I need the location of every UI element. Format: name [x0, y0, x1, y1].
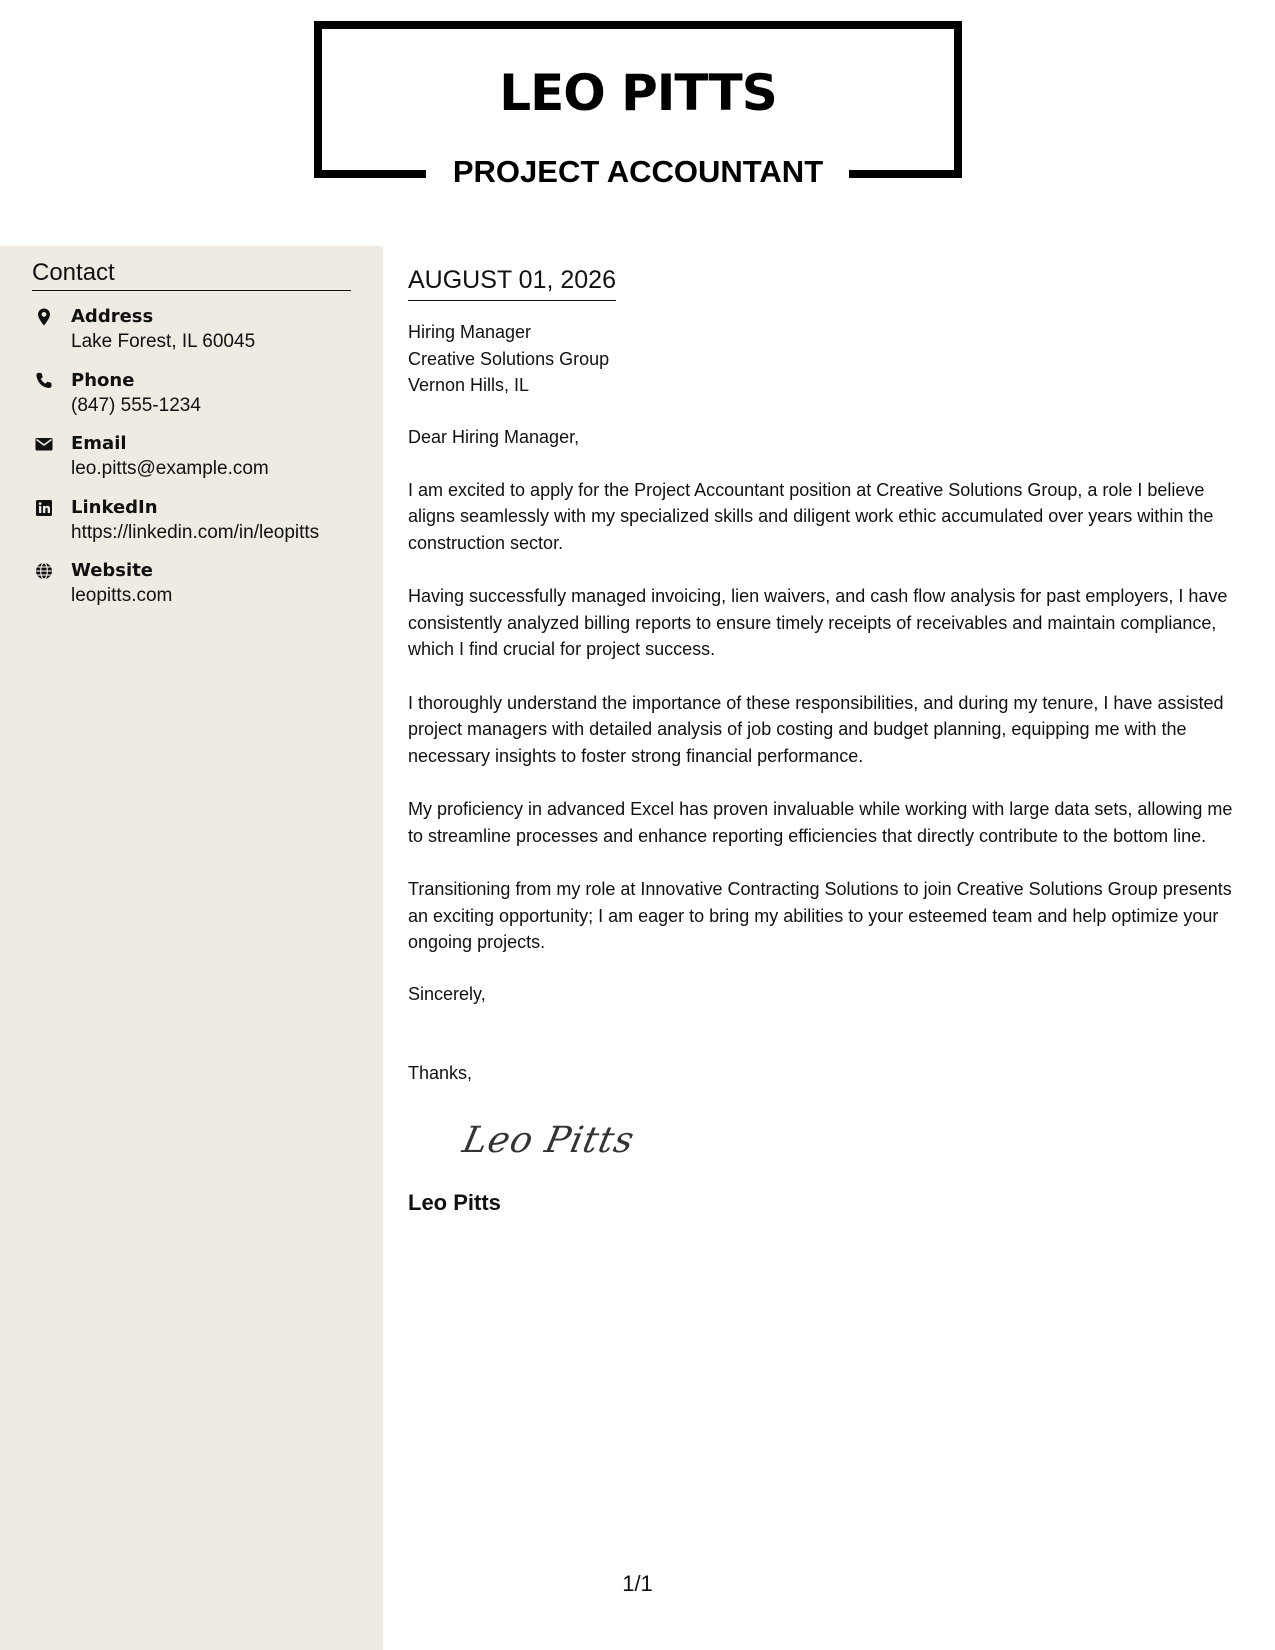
recipient-line: Hiring Manager [408, 322, 532, 342]
salutation: Dear Hiring Manager, [408, 426, 580, 447]
closing: Sincerely, [408, 983, 486, 1004]
letter-paragraph: My proficiency in advanced Excel has proven invaluable while working with large data sets, allowing me to streamline processes and enhance reporting efficiencies that directly contribute to the bottom line. [408, 799, 1233, 846]
contact-label-email: Email [71, 433, 127, 454]
contact-value-address: Lake Forest, IL 60045 [71, 331, 256, 352]
contact-label-website: Website [71, 560, 154, 581]
contact-value-email: leo.pitts@example.com [71, 458, 269, 479]
recipient-block [408, 319, 1246, 399]
linkedin-icon [34, 498, 54, 518]
contact-sidebar [0, 246, 383, 1650]
signer-name: Leo Pitts [408, 1189, 501, 1215]
contact-item-website [32, 558, 377, 622]
letter-paragraph: Transitioning from my role at Innovative Contracting Solutions to join Creative Solutions Group presents an exciting opportunity; I am eager to bring my abilities to your esteemed team and help optimize your ongoing projects. [408, 879, 1232, 952]
recipient-line: Vernon Hills, IL [408, 375, 530, 395]
contact-item-email [32, 431, 377, 495]
contact-label-phone: Phone [71, 369, 135, 391]
contact-label-linkedin: LinkedIn [71, 496, 158, 518]
contact-item-linkedin [32, 495, 377, 559]
letter-paragraph: Having successfully managed invoicing, lien waivers, and cash flow analysis for past employers, I have consistently analyzed billing reports to ensure timely receipts of receivables and maintain compliance, which I find crucial for project success. [408, 586, 1228, 659]
globe-icon [34, 561, 54, 581]
letter-date: AUGUST 01, 2026 [408, 262, 616, 301]
phone-icon [34, 371, 54, 391]
contact-item-phone [32, 368, 377, 432]
contact-heading: Contact [32, 258, 351, 291]
recipient-line: Creative Solutions Group [408, 348, 610, 369]
job-title: PROJECT ACCOUNTANT [452, 154, 824, 189]
letter-paragraph: I thoroughly understand the importance of these responsibilities, and during my tenure, I have assisted project managers with detailed analysis of job costing and budget planning, equipping me with the necessary insights to foster strong financial performance. [408, 692, 1224, 766]
contact-value-website[interactable]: leopitts.com [71, 585, 173, 606]
contact-item-address [32, 304, 377, 368]
page-number: 1/1 [622, 1571, 653, 1596]
handwritten-signature: Leo Pitts [459, 1119, 639, 1161]
map-pin-icon [34, 307, 54, 327]
thanks-line: Thanks, [408, 1062, 473, 1083]
letter-paragraph: I am excited to apply for the Project Accountant position at Creative Solutions Group, a role I believe aligns seamlessly with my specialized skills and diligent work ethic accumulated over years within the construction sector. [408, 479, 1214, 553]
contact-label-address: Address [71, 306, 154, 327]
envelope-icon [34, 434, 54, 454]
candidate-name: LEO PITTS [499, 64, 777, 122]
contact-value-linkedin[interactable]: https://linkedin.com/in/leopitts [71, 521, 320, 543]
contact-list [32, 304, 377, 622]
contact-value-phone: (847) 555-1234 [71, 394, 201, 416]
letter-body [408, 262, 1246, 1218]
